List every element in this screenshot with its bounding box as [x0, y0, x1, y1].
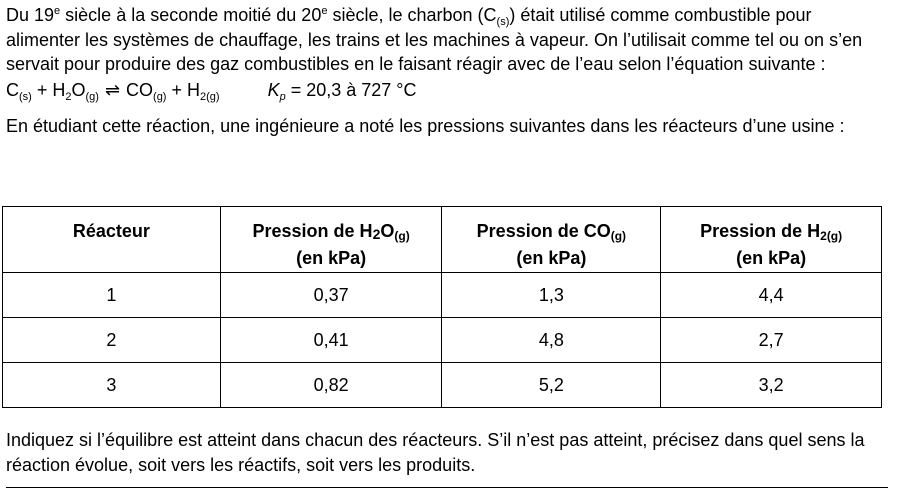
eq-carbon: C — [6, 79, 19, 100]
intro-sup-2: e — [321, 5, 328, 17]
eq-water-state: (g) — [85, 90, 99, 103]
cell-reactor: 3 — [3, 363, 221, 408]
header-co — [442, 207, 661, 273]
header-h2o — [220, 207, 442, 273]
cell-h2: 3,2 — [661, 363, 882, 408]
eq-h2-state: 2(g) — [200, 90, 220, 103]
pressure-table — [2, 206, 882, 408]
intro-text-2: siècle à la seconde moitié du 20 — [60, 5, 322, 25]
header-h2-state: 2(g) — [820, 229, 843, 243]
eq-co: CO — [126, 79, 154, 100]
intro-text-4: ) était utilisé comme combustible pour alimenter les systèmes de chauffage, les trains et les machines à vapeur. On l’utilisait comme tel ou on s’en servait pour produire des gaz combustibles en le faisant réagir avec de l’eau selon l’équation suivante : — [6, 5, 863, 74]
cell-h2: 4,4 — [661, 273, 882, 318]
chemical-equation — [6, 78, 886, 102]
kp-symbol: K — [267, 79, 280, 100]
header-reactor — [3, 207, 221, 273]
problem-statement — [6, 3, 886, 138]
eq-water-o: O — [71, 79, 86, 100]
header-h2o-o: O — [380, 221, 395, 241]
cell-reactor: 1 — [3, 273, 221, 318]
intro-sub-1: (s) — [496, 16, 510, 28]
equilibrium-arrow-icon: ⇌ — [104, 79, 121, 100]
header-h2o-sub: 2 — [372, 226, 381, 242]
cell-reactor: 2 — [3, 318, 221, 363]
eq-carbon-state: (s) — [19, 90, 32, 103]
cell-co: 4,8 — [442, 318, 661, 363]
intro-sup-1: e — [54, 5, 61, 17]
eq-plus-h: + H — [31, 79, 66, 100]
intro-text-3: siècle, le charbon (C — [327, 5, 497, 25]
cell-co: 1,3 — [442, 273, 661, 318]
header-h2o-unit: (en kPa) — [296, 248, 367, 268]
cell-co: 5,2 — [442, 363, 661, 408]
eq-plus-h2: + H — [166, 79, 200, 100]
intro-paragraph — [6, 3, 886, 77]
cell-h2o: 0,82 — [220, 363, 442, 408]
cell-h2: 2,7 — [661, 318, 882, 363]
cell-h2o: 0,37 — [220, 273, 442, 318]
eq-water-sub-2: 2 — [65, 90, 72, 103]
header-h2-text: Pression de H — [700, 221, 821, 241]
header-h2-unit: (en kPa) — [736, 248, 807, 268]
bottom-divider — [6, 487, 888, 488]
header-co-unit: (en kPa) — [516, 248, 587, 268]
header-co-state: (g) — [610, 229, 627, 243]
equilibrium-constant — [268, 78, 417, 102]
eq-co-state: (g) — [153, 90, 167, 103]
intro-text-1: Du 19 — [6, 5, 55, 25]
table-row — [3, 363, 882, 408]
table-row — [3, 273, 882, 318]
observation-paragraph: En étudiant cette réaction, une ingénieure a noté les pressions suivantes dans les réacteurs d’une usine : — [6, 115, 845, 136]
kp-value: = 20,3 à 727 °C — [285, 79, 417, 100]
header-h2o-text: Pression de H — [252, 221, 373, 241]
question-paragraph: Indiquez si l’équilibre est atteint dans chacun des réacteurs. S’il n’est pas atteint, précisez dans quel sens la réaction évolue, soit vers les réactifs, soit vers les produits. — [6, 430, 865, 475]
cell-h2o: 0,41 — [220, 318, 442, 363]
header-co-text: Pression de CO — [476, 221, 611, 241]
header-reactor-label: Réacteur — [72, 221, 150, 241]
header-h2o-state: (g) — [394, 229, 410, 243]
table-row — [3, 318, 882, 363]
table-header-row — [3, 207, 882, 273]
header-h2 — [661, 207, 882, 273]
kp-subscript-letter: p — [279, 90, 286, 103]
